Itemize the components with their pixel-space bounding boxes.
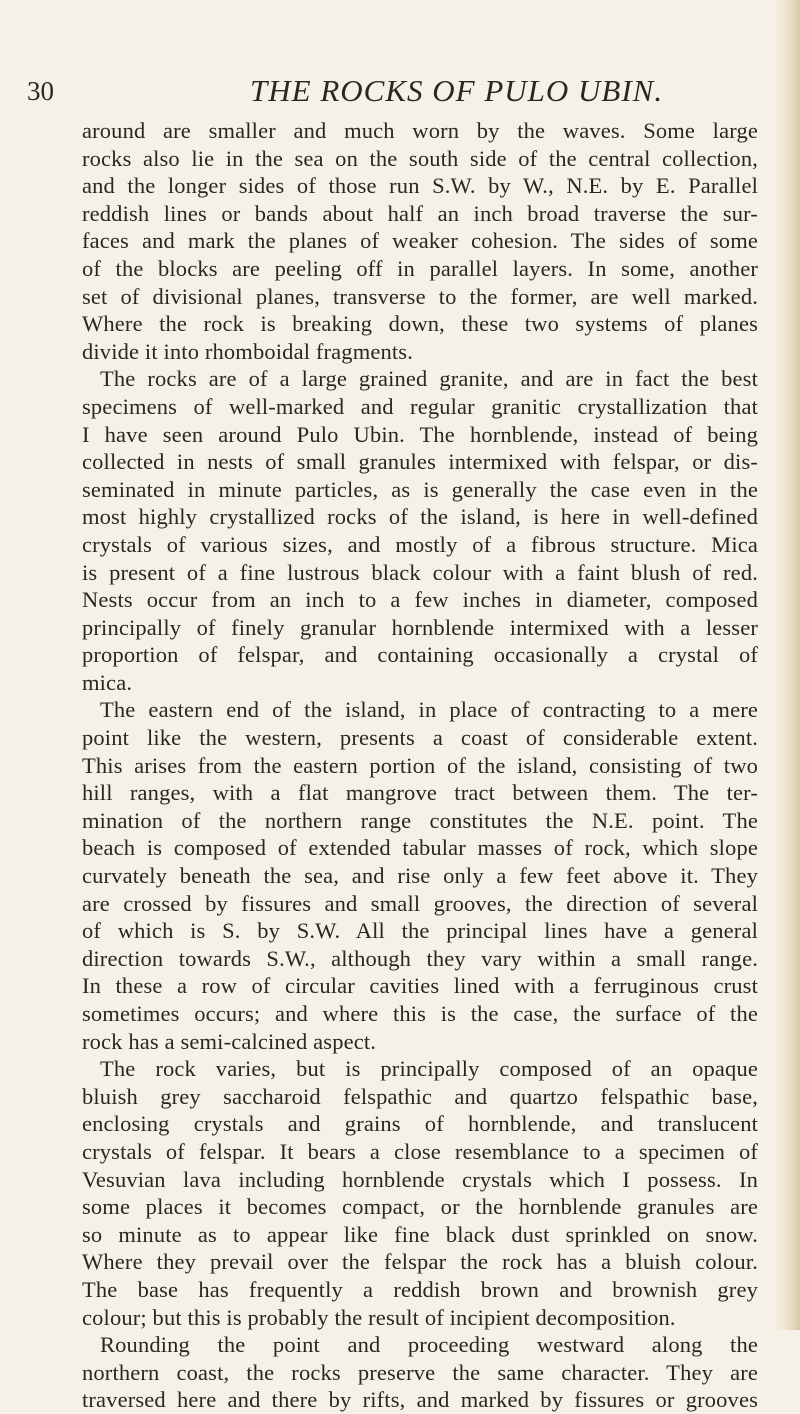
- text-line: Where they prevail over the felspar the rock has a bluish colour.: [82, 1249, 758, 1275]
- text-line: curvately beneath the sea, and rise only a few feet above it. They: [82, 863, 758, 889]
- text-line: point like the western, presents a coast of considerable extent.: [82, 725, 758, 751]
- text-line: direction towards S.W., although they vary within a small range.: [82, 945, 758, 971]
- text-line: This arises from the eastern portion of the island, consisting of two: [82, 752, 758, 778]
- text-line: most highly crystallized rocks of the island, is here in well-defined: [82, 504, 758, 530]
- text-line: is present of a fine lustrous black colour with a faint blush of red.: [82, 559, 758, 585]
- text-line: crystals of felspar. It bears a close resemblance to a specimen of: [82, 1138, 758, 1164]
- page-header: [0, 60, 800, 108]
- text-line: The eastern end of the island, in place of contracting to a mere: [100, 697, 758, 723]
- text-line: The rock varies, but is principally composed of an opaque: [100, 1056, 758, 1082]
- text-line: traversed here and there by rifts, and marked by fissures or grooves: [82, 1387, 758, 1413]
- text-line: hill ranges, with a flat mangrove tract between them. The ter-: [82, 780, 758, 806]
- text-line: bluish grey saccharoid felspathic and quartzo felspathic base,: [82, 1083, 758, 1109]
- running-title: THE ROCKS OF PULO UBIN.: [250, 73, 664, 108]
- text-line: faces and mark the planes of weaker cohesion. The sides of some: [82, 228, 758, 254]
- text-line: some places it becomes compact, or the hornblende granules are: [82, 1194, 758, 1220]
- page-number: 30: [27, 76, 54, 106]
- text-line: Vesuvian lava including hornblende crystals which I possess. In: [82, 1166, 758, 1192]
- text-line: mination of the northern range constitutes the N.E. point. The: [82, 807, 758, 833]
- text-line: beach is composed of extended tabular masses of rock, which slope: [82, 835, 758, 861]
- text-line: The base has frequently a reddish brown and brownish grey: [82, 1276, 758, 1302]
- page-edge-stain: [774, 0, 800, 1330]
- text-line: rocks also lie in the sea on the south side of the central collection,: [82, 145, 758, 171]
- text-line: of which is S. by S.W. All the principal lines have a general: [82, 918, 758, 944]
- text-line: reddish lines or bands about half an inch broad traverse the sur-: [82, 200, 758, 226]
- text-line: are crossed by fissures and small grooves, the direction of several: [82, 890, 758, 916]
- text-line: Rounding the point and proceeding westward along the: [100, 1332, 758, 1358]
- text-line: so minute as to appear like fine black dust sprinkled on snow.: [82, 1221, 758, 1247]
- text-line: Nests occur from an inch to a few inches in diameter, composed: [82, 587, 758, 613]
- body-text: [82, 117, 758, 1414]
- text-line: Where the rock is breaking down, these two systems of planes: [82, 311, 758, 337]
- text-line: I have seen around Pulo Ubin. The hornblende, instead of being: [82, 421, 758, 447]
- text-line: mica.: [82, 669, 133, 695]
- text-line: enclosing crystals and grains of hornblende, and translucent: [82, 1111, 758, 1137]
- text-line: principally of finely granular hornblende intermixed with a lesser: [82, 614, 758, 640]
- text-line: around are smaller and much worn by the waves. Some large: [82, 118, 758, 143]
- text-line: divide it into rhomboidal fragments.: [82, 338, 413, 364]
- text-line: sometimes occurs; and where this is the case, the surface of the: [82, 1001, 758, 1026]
- text-line: collected in nests of small granules intermixed with felspar, or dis-: [82, 449, 758, 475]
- text-line: northern coast, the rocks preserve the same character. They are: [82, 1359, 758, 1385]
- text-line: proportion of felspar, and containing occasionally a crystal of: [82, 642, 758, 668]
- text-line: In these a row of circular cavities lined with a ferruginous crust: [82, 973, 758, 999]
- text-line: specimens of well-marked and regular granitic crystallization that: [82, 393, 758, 419]
- text-line: set of divisional planes, transverse to the former, are well marked.: [82, 283, 758, 309]
- text-line: and the longer sides of those run S.W. by W., N.E. by E. Parallel: [82, 173, 758, 199]
- text-line: colour; but this is probably the result of incipient decomposition.: [82, 1304, 676, 1330]
- text-line: crystals of various sizes, and mostly of a fibrous structure. Mica: [82, 531, 758, 557]
- text-line: seminated in minute particles, as is generally the case even in the: [82, 476, 758, 502]
- text-line: rock has a semi-calcined aspect.: [82, 1028, 377, 1054]
- text-line: The rocks are of a large grained granite, and are in fact the best: [100, 366, 758, 392]
- text-line: of the blocks are peeling off in parallel layers. In some, another: [82, 255, 758, 281]
